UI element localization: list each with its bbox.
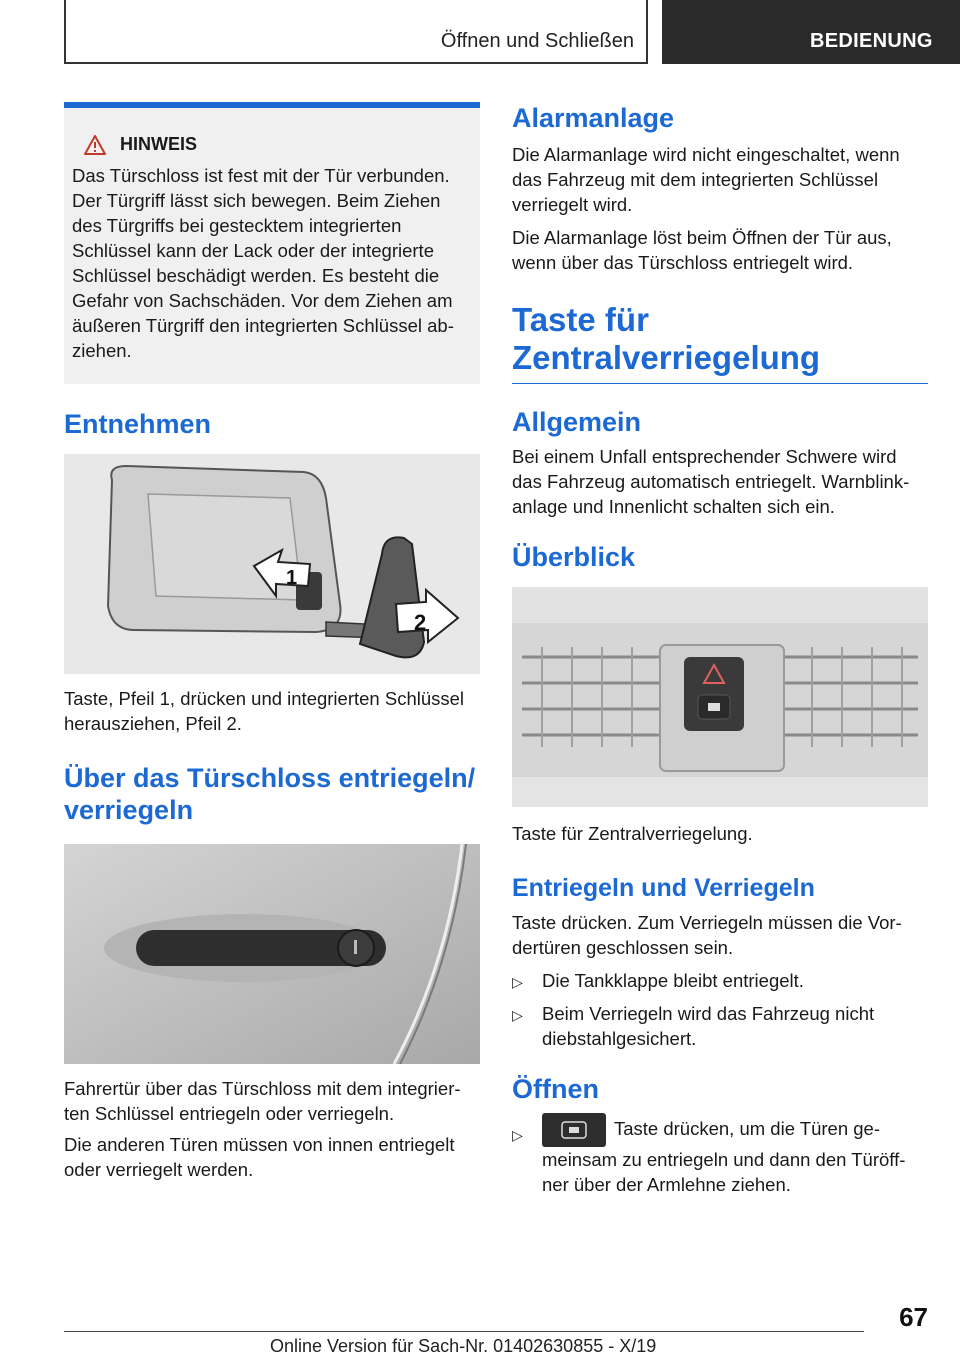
oeffnen-text: Taste drücken, um die Türen ge-meinsam zu entriegeln und dann den Türöff-ner über der Armlehne ziehen. <box>542 1117 906 1195</box>
header-section-box <box>662 0 960 64</box>
bullet-text: Die Tankklappe bleibt entriegelt. <box>542 970 804 991</box>
bullet-triangle-icon: ▷ <box>512 1127 523 1143</box>
alarm-text-2: Die Alarmanlage löst beim Öffnen der Tür aus, wenn über das Türschloss entriegelt wird. <box>512 227 892 273</box>
central-lock-figure <box>512 587 928 807</box>
entnehmen-heading: Entnehmen <box>64 409 212 439</box>
alarm-text-1: Die Alarmanlage wird nicht eingeschaltet, wenn das Fahrzeug mit dem integrierten Schlüssel verriegelt wird. <box>512 144 900 215</box>
notice-text: Das Türschloss ist fest mit der Tür verbunden. Der Türgriff lässt sich bewegen. Beim Ziehen des Türgriffs bei gestecktem integrierten Schlüssel kann der Lack oder der integrierte Schlüssel beschädigt werden. Es besteht die Gefahr von Sachschäden. Vor dem Ziehen am äußeren Türgriff den integrierten Schlüssel ab-ziehen. <box>72 165 454 361</box>
allgemein-heading: Allgemein <box>512 407 642 437</box>
footer-divider <box>64 1331 864 1332</box>
central-lock-button-icon <box>542 1113 606 1147</box>
list-item <box>512 968 928 995</box>
door-handle-figure <box>64 844 480 1064</box>
bullet-triangle-icon: ▷ <box>512 1007 523 1023</box>
right-column <box>512 102 928 1197</box>
left-column <box>64 102 480 1182</box>
key-removal-figure <box>64 454 480 674</box>
door-note: Die anderen Türen müssen von innen entriegelt oder verriegelt werden. <box>64 1134 455 1180</box>
chapter-title: Öffnen und Schließen <box>440 30 634 52</box>
footer-online-version: Online Version für Sach-Nr. 01402630855 - X/19 <box>270 1336 657 1356</box>
notice-box <box>64 102 480 384</box>
allgemein-text: Bei einem Unfall entsprechender Schwere wird das Fahrzeug automatisch entriegelt. Warnblink-anlage und Innenlicht schalten sich ein. <box>512 446 910 517</box>
list-item <box>512 1113 928 1197</box>
door-caption: Fahrertür über das Türschloss mit dem integrier-ten Schlüssel entriegeln oder verriegeln. <box>64 1078 461 1124</box>
arrow-2-label: 2 <box>414 610 427 635</box>
oeffnen-heading: Öffnen <box>512 1074 599 1104</box>
alarm-heading: Alarmanlage <box>512 103 675 133</box>
entriegeln-heading: Entriegeln und Verriegeln <box>512 874 815 902</box>
ueberblick-heading: Überblick <box>512 542 636 572</box>
arrow-1-label: 1 <box>286 567 298 589</box>
section-title: BEDIENUNG <box>810 30 933 52</box>
entriegeln-text: Taste drücken. Zum Verriegeln müssen die Vor-dertüren geschlossen sein. <box>512 912 902 958</box>
bullet-triangle-icon: ▷ <box>512 974 523 990</box>
warning-icon <box>84 135 106 155</box>
page-number: 67 <box>899 1302 928 1332</box>
header-chapter-box <box>64 0 648 64</box>
entnehmen-caption: Taste, Pfeil 1, drücken und integrierten Schlüssel herausziehen, Pfeil 2. <box>64 688 465 734</box>
bullet-text: Beim Verriegeln wird das Fahrzeug nicht diebstahlgesichert. <box>542 1003 875 1049</box>
list-item <box>512 1001 928 1051</box>
door-lock-heading: Über das Türschloss entriegeln/ verriegeln <box>64 763 476 825</box>
taste-heading: Taste für Zentralverriegelung <box>512 301 821 376</box>
ueberblick-caption: Taste für Zentralverriegelung. <box>512 823 753 844</box>
notice-label: HINWEIS <box>120 134 198 154</box>
